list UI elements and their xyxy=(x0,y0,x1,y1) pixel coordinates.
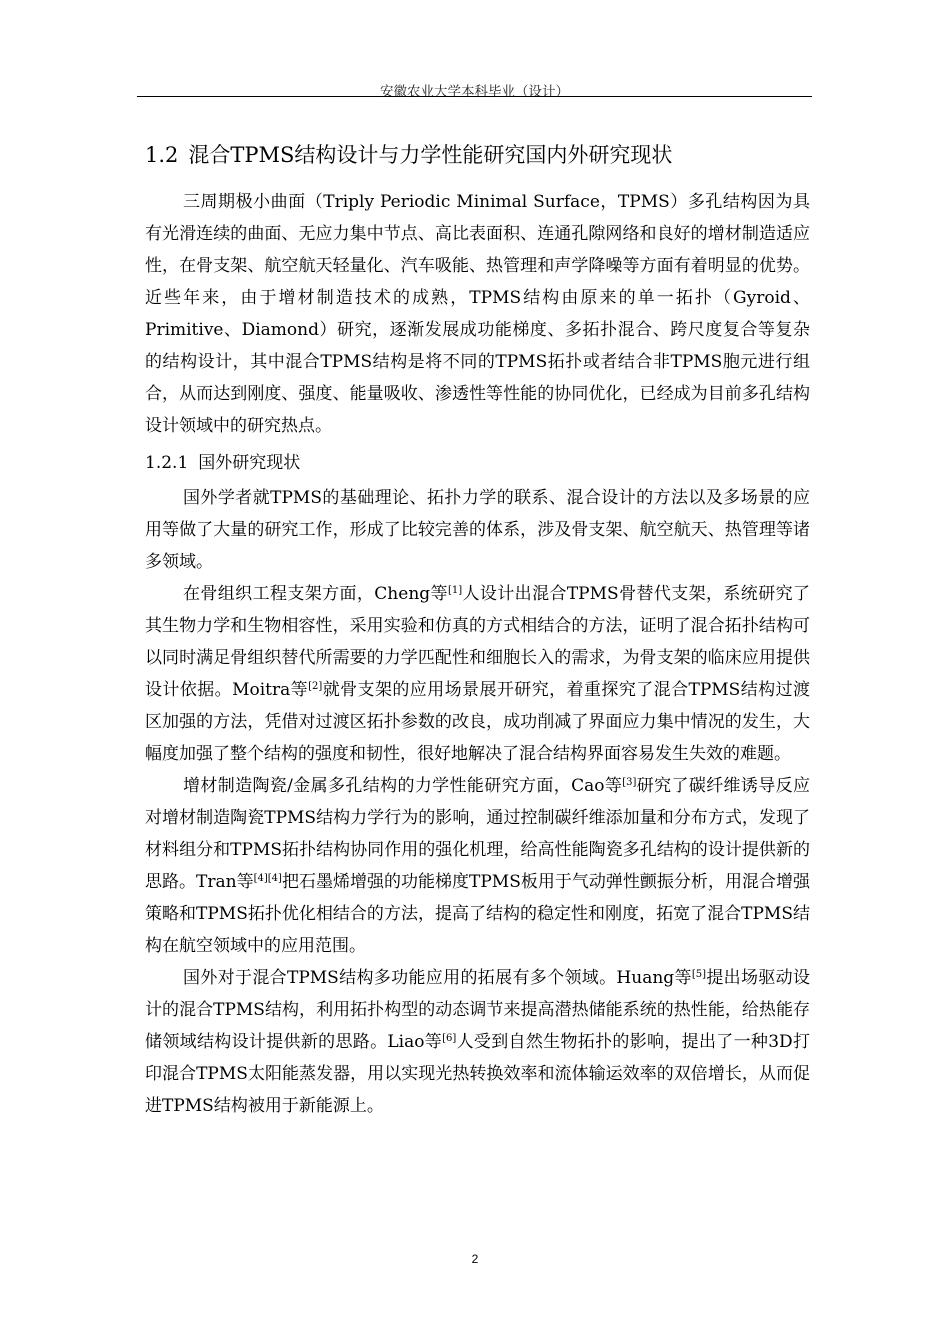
text-run: 把石墨烯增强的功能梯度TPMS板用于气动弹性颤振分析，用混合增强策略和TPMS拓扑优化相结合的方法，提高了结构的稳定性和刚度，拓宽了混合TPMS结构在航空领域中的应用范围。 xyxy=(145,872,810,956)
citation-link[interactable]: [2] xyxy=(308,681,323,692)
text-run: 提出场驱动设计的混合TPMS结构，利用拓扑构型的动态调节来提高潜热储能系统的热性能，给热能存储领域结构设计提供新的思路。Liao等 xyxy=(145,968,810,1052)
text-run: 人受到自然生物拓扑的影响，提出了一种3D打印混合TPMS太阳能蒸发器，用以实现光热转换效率和流体输运效率的双倍增长，从而促进TPMS结构被用于新能源上。 xyxy=(145,1032,810,1116)
subsection-number: 1.2.1 xyxy=(145,453,189,473)
page-body xyxy=(145,138,810,1122)
text-run: 人设计出混合TPMS骨替代支架，系统研究了其生物力学和生物相容性，采用实验和仿真的方式相结合的方法，证明了混合拓扑结构可以同时满足骨组织替代所需要的力学匹配性和细胞长入的需求，为骨支架的临床应用提供设计依据。Moitra等 xyxy=(145,584,810,700)
text-run: 在骨组织工程支架方面，Cheng等 xyxy=(183,584,448,604)
running-header: 安徽农业大学本科毕业（设计） xyxy=(380,84,569,100)
section-title: 混合TPMS结构设计与力学性能研究国内外研究现状 xyxy=(188,143,673,167)
paragraph-ceramic-metal xyxy=(145,770,810,962)
citation-link[interactable]: [5] xyxy=(691,969,707,980)
citation-link[interactable]: [1] xyxy=(447,585,463,596)
paragraph-overview: 国外学者就TPMS的基础理论、拓扑力学的联系、混合设计的方法以及多场景的应用等做了大量的研究工作，形成了比较完善的体系，涉及骨支架、航空航天、热管理等诸多领域。 xyxy=(145,488,810,572)
text-run: 就骨支架的应用场景展开研究，着重探究了混合TPMS结构过渡区加强的方法，凭借对过渡区拓扑参数的改良，成功削减了界面应力集中情况的发生，大幅度加强了整个结构的强度和韧性，很好地解决了混合结构界面容易发生失效的难题。 xyxy=(145,680,810,764)
paragraph-multifunction xyxy=(145,962,810,1122)
text-run: 增材制造陶瓷/金属多孔结构的力学性能研究方面，Cao等 xyxy=(183,776,623,796)
intro-paragraph: 三周期极小曲面（Triply Periodic Minimal Surface，TPMS）多孔结构因为具有光滑连续的曲面、无应力集中节点、高比表面积、连通孔隙网络和良好的增材制造适应性，在骨支架、航空航天轻量化、汽车吸能、热管理和声学降噪等方面有着明显的优势。近些年来，由于增材制造技术的成熟，TPMS结构由原来的单一拓扑（Gyroid、Primitive、Diamond）研究，逐渐发展成功能梯度、多拓扑混合、跨尺度复合等复杂的结构设计，其中混合TPMS结构是将不同的TPMS拓扑或者结合非TPMS胞元进行组合，从而达到刚度、强度、能量吸收、渗透性等性能的协同优化，已经成为目前多孔结构设计领域中的研究热点。 xyxy=(145,192,810,436)
subsection-heading xyxy=(145,450,810,476)
section-heading xyxy=(145,138,810,172)
page-number: 2 xyxy=(471,1252,479,1266)
text-run: 研究了碳纤维诱导反应对增材制造陶瓷TPMS结构力学行为的影响，通过控制碳纤维添加量和分布方式，发现了材料组分和TPMS拓扑结构协同作用的强化机理，给高性能陶瓷多孔结构的设计提供新的思路。Tran等 xyxy=(145,776,811,892)
citation-link[interactable]: [4][4] xyxy=(253,873,282,884)
section-number: 1.2 xyxy=(145,143,179,167)
subsection-title: 国外研究现状 xyxy=(198,453,301,473)
header-rule xyxy=(137,96,812,97)
text-run: 国外对于混合TPMS结构多功能应用的拓展有多个领域。Huang等 xyxy=(183,968,692,988)
paragraph-bone-scaffold xyxy=(145,578,810,770)
citation-link[interactable]: [3] xyxy=(622,777,637,788)
citation-link[interactable]: [6] xyxy=(442,1033,457,1044)
